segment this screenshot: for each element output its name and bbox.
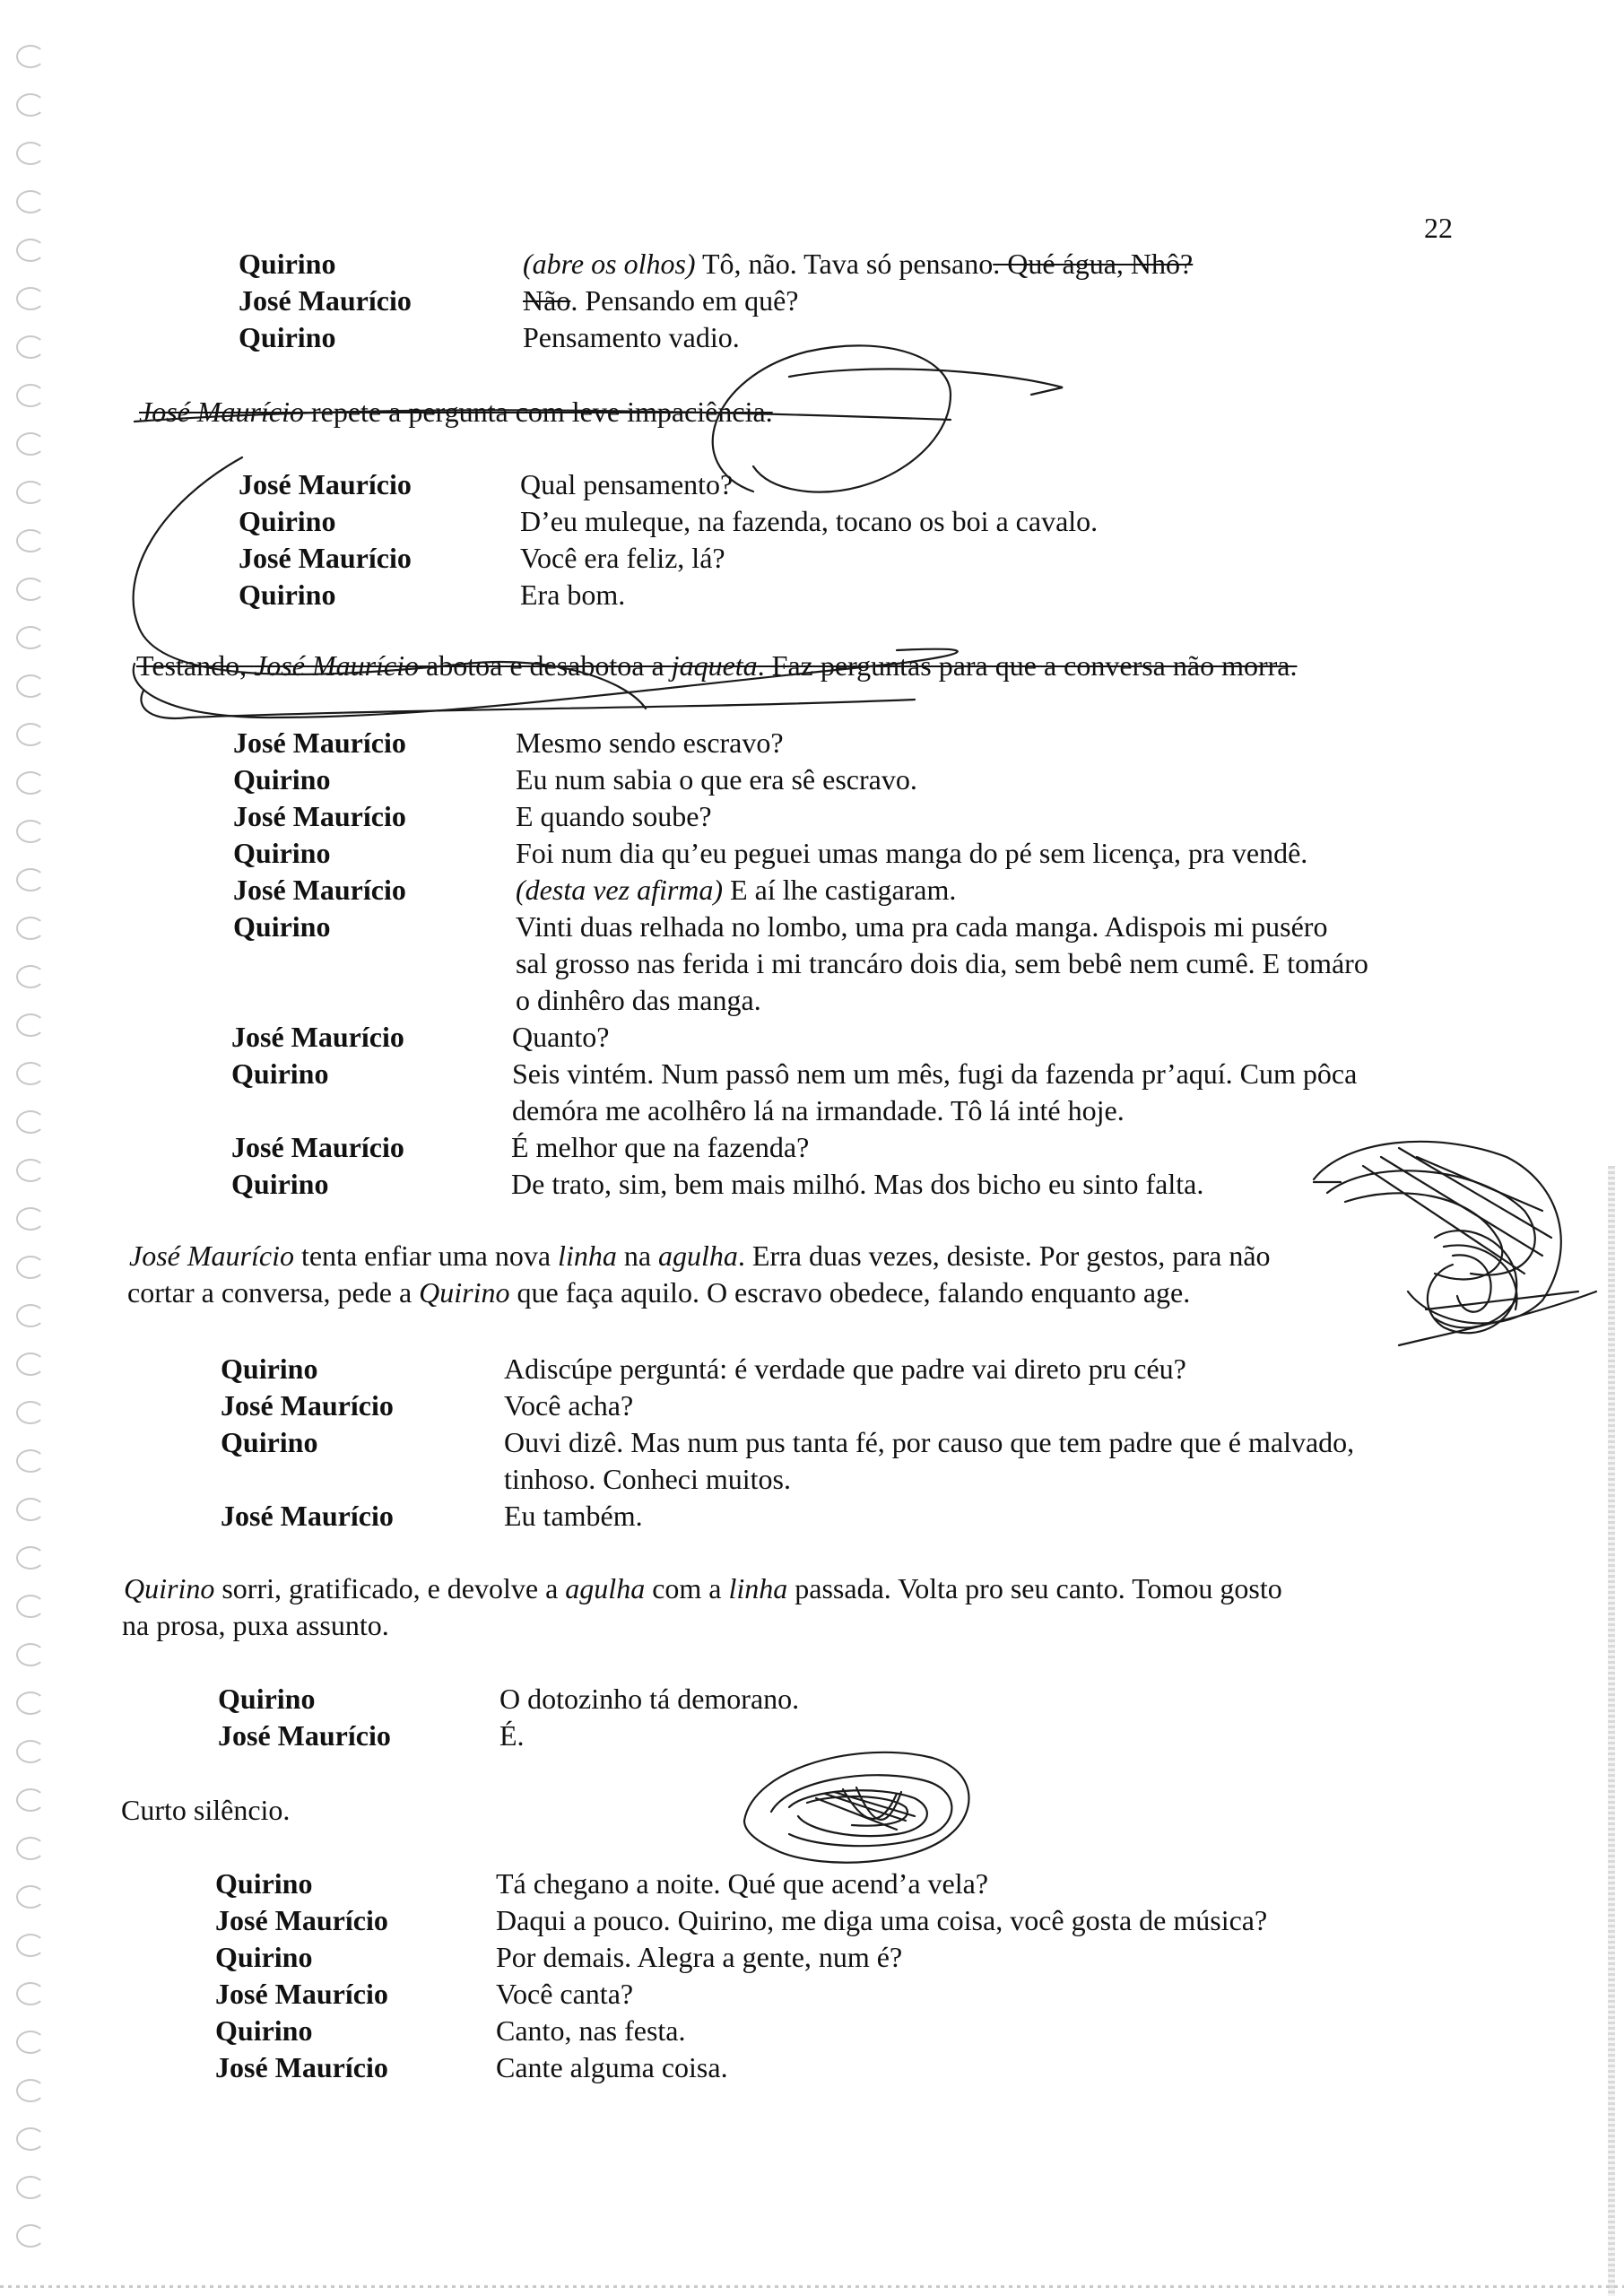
speaker-quirino: Quirino xyxy=(218,1683,316,1715)
speaker-quirino: Quirino xyxy=(233,910,331,943)
speaker-jose-mauricio: José Maurício xyxy=(239,542,412,574)
text-run: que faça aquilo. O escravo obedece, falando enquanto age. xyxy=(509,1276,1191,1309)
speaker-jose-mauricio: José Maurício xyxy=(215,1904,388,1936)
text-run: Daqui a pouco. Quirino, me diga uma coisa, você gosta de música? xyxy=(496,1904,1268,1936)
text-run: linha xyxy=(558,1239,617,1272)
speaker-quirino: Quirino xyxy=(233,763,331,796)
text-run: Eu num sabia o que era sê escravo. xyxy=(516,763,917,796)
binder-hole xyxy=(16,1401,45,1424)
binder-hole xyxy=(16,1498,45,1521)
speaker-jose-mauricio: José Maurício xyxy=(215,2051,388,2083)
binder-hole xyxy=(16,481,45,504)
dialogue-line: Vinti duas relhada no lombo, uma pra cada manga. Adispois mi puséro xyxy=(516,910,1328,943)
binder-hole xyxy=(16,1304,45,1327)
dialogue-line xyxy=(496,2051,728,2084)
binder-hole xyxy=(16,2176,45,2199)
page-edge-bottom xyxy=(0,2285,1624,2288)
text-run: Tá chegano a noite. Qué que acend’a vela? xyxy=(496,1867,989,1900)
dialogue-line xyxy=(511,1131,809,1164)
text-run: José Maurício xyxy=(254,649,420,682)
scribble-cluster-1 xyxy=(1314,1142,1596,1345)
text-run: Era bom. xyxy=(520,578,626,611)
binder-hole xyxy=(16,626,45,649)
text-run: O dotozinho tá demorano. xyxy=(499,1683,800,1715)
text-run: (desta vez afirma) xyxy=(516,874,724,906)
binder-hole xyxy=(16,2031,45,2054)
text-run: Você acha? xyxy=(504,1389,634,1422)
text-run: Pensamento vadio. xyxy=(523,321,740,353)
binder-hole xyxy=(16,723,45,746)
dialogue-line xyxy=(516,800,712,833)
text-run: cortar a conversa, pede a xyxy=(127,1276,420,1309)
dialogue-line xyxy=(504,1500,643,1533)
dialogue-line xyxy=(520,578,625,612)
text-run: Curto silêncio. xyxy=(121,1794,291,1826)
binder-hole xyxy=(16,1546,45,1570)
text-run: agulha xyxy=(658,1239,738,1272)
binder-hole xyxy=(16,1595,45,1618)
binder-hole xyxy=(16,1352,45,1376)
dialogue-line: sal grosso nas ferida i mi trancáro dois dia, sem bebê nem cumê. E tomáro xyxy=(516,947,1368,979)
text-run: É melhor que na fazenda? xyxy=(511,1131,810,1163)
speaker-jose-mauricio: José Maurício xyxy=(231,1131,404,1163)
speaker-quirino: Quirino xyxy=(231,1057,329,1090)
dialogue-line xyxy=(499,1719,525,1752)
dialogue-line xyxy=(523,284,798,317)
speaker-quirino: Quirino xyxy=(239,505,336,537)
text-run: Não xyxy=(523,284,571,317)
text-run: . Pensando em quê? xyxy=(570,284,799,317)
speaker-jose-mauricio: José Maurício xyxy=(233,874,406,906)
speaker-quirino: Quirino xyxy=(239,321,336,353)
page-number: 22 xyxy=(1424,212,1453,244)
text-run: Quirino xyxy=(419,1276,510,1309)
text-run: José Maurício xyxy=(129,1239,294,1272)
dialogue-line xyxy=(516,763,917,796)
binder-hole xyxy=(16,384,45,407)
binder-hole xyxy=(16,190,45,213)
dialogue-line xyxy=(523,248,1193,281)
speaker-jose-mauricio: José Maurício xyxy=(233,800,406,832)
binder-hole xyxy=(16,142,45,165)
binder-hole xyxy=(16,529,45,552)
text-run: na xyxy=(616,1239,659,1272)
text-run: abotoa e desabotoa a xyxy=(419,649,672,682)
page-edge-right xyxy=(1608,1166,1615,2296)
text-run: . Qué água, Nhô? xyxy=(993,248,1194,280)
text-run: sorri, gratificado, e devolve a xyxy=(214,1572,566,1605)
dialogue-line xyxy=(520,468,733,501)
text-run: E aí lhe castigaram. xyxy=(723,874,957,906)
text-run: tenta enfiar uma nova xyxy=(293,1239,559,1272)
text-run: passada. Volta pro seu canto. Tomou gosto xyxy=(787,1572,1282,1605)
binder-hole xyxy=(16,578,45,601)
binder-hole xyxy=(16,1643,45,1666)
text-run: José Maurício xyxy=(139,396,304,428)
stage-direction xyxy=(124,1572,1282,1605)
arrow-stroke-1 xyxy=(789,369,1063,395)
text-run: Quirino xyxy=(124,1572,215,1605)
binder-hole xyxy=(16,287,45,310)
speaker-jose-mauricio: José Maurício xyxy=(231,1021,404,1053)
dialogue-line xyxy=(520,505,1098,538)
text-run: Testando, xyxy=(136,649,255,682)
binder-hole xyxy=(16,2079,45,2102)
dialogue-line xyxy=(512,1021,609,1054)
dialogue-line: tinhoso. Conheci muitos. xyxy=(504,1463,791,1495)
text-run: É. xyxy=(499,1719,525,1752)
dialogue-line: Seis vintém. Num passô nem um mês, fugi da fazenda pr’aquí. Cum pôca xyxy=(512,1057,1358,1090)
speaker-quirino: Quirino xyxy=(215,1941,313,1973)
speaker-jose-mauricio: José Maurício xyxy=(233,726,406,759)
binder-hole xyxy=(16,1788,45,1812)
binder-hole xyxy=(16,1982,45,2005)
speaker-quirino: Quirino xyxy=(231,1168,329,1200)
text-run: com a xyxy=(645,1572,729,1605)
dialogue-line xyxy=(496,1904,1267,1937)
dialogue-line: demóra me acolhêro lá na irmandade. Tô lá inté hoje. xyxy=(512,1094,1125,1126)
dialogue-line xyxy=(496,1941,902,1974)
stage-direction xyxy=(127,1276,1190,1309)
binder-hole xyxy=(16,820,45,843)
text-run: Quanto? xyxy=(512,1021,610,1053)
dialogue-line xyxy=(496,2014,686,2048)
text-run: linha xyxy=(728,1572,788,1605)
binder-hole xyxy=(16,239,45,262)
binder-hole xyxy=(16,771,45,795)
binder-hole xyxy=(16,1207,45,1231)
scribble-loop-3 xyxy=(141,691,915,718)
text-run: Cante alguma coisa. xyxy=(496,2051,728,2083)
binder-hole xyxy=(16,1062,45,1085)
text-run: Canto, nas festa. xyxy=(496,2014,686,2047)
text-run: Tô, não. Tava só pensano xyxy=(695,248,994,280)
text-run: E quando soube? xyxy=(516,800,712,832)
speaker-quirino: Quirino xyxy=(215,1867,313,1900)
binder-hole xyxy=(16,2224,45,2248)
binder-hole xyxy=(16,93,45,117)
stage-direction xyxy=(129,1239,1271,1273)
binder-hole xyxy=(16,1837,45,1860)
text-run: Mesmo sendo escravo? xyxy=(516,726,784,759)
text-run: jaqueta xyxy=(671,649,758,682)
speaker-jose-mauricio: José Maurício xyxy=(239,468,412,500)
text-run: Eu também. xyxy=(504,1500,643,1532)
dialogue-line xyxy=(511,1168,1203,1201)
dialogue-line xyxy=(523,321,740,354)
speaker-jose-mauricio: José Maurício xyxy=(239,284,412,317)
dialogue-line xyxy=(496,1978,633,2011)
speaker-quirino: Quirino xyxy=(215,2014,313,2047)
stage-direction xyxy=(122,1609,389,1642)
binder-hole xyxy=(16,1013,45,1037)
binder-hole xyxy=(16,1692,45,1715)
speaker-quirino: Quirino xyxy=(221,1352,318,1385)
text-run: Qual pensamento? xyxy=(520,468,734,500)
binder-hole xyxy=(16,1159,45,1182)
scribble-cluster-2 xyxy=(744,1752,968,1863)
stage-direction xyxy=(121,1794,290,1827)
binder-hole xyxy=(16,1110,45,1134)
binder-hole xyxy=(16,2127,45,2151)
binder-hole xyxy=(16,1740,45,1763)
text-run: Por demais. Alegra a gente, num é? xyxy=(496,1941,903,1973)
dialogue-line xyxy=(516,874,956,907)
dialogue-line xyxy=(496,1867,988,1900)
stage-direction xyxy=(139,396,773,429)
speaker-jose-mauricio: José Maurício xyxy=(221,1500,394,1532)
text-run: . Faz perguntas para que a conversa não morra. xyxy=(757,649,1298,682)
dialogue-line: Ouvi dizê. Mas num pus tanta fé, por causo que tem padre que é malvado, xyxy=(504,1426,1355,1458)
binder-hole xyxy=(16,1449,45,1473)
text-run: (abre os olhos) xyxy=(523,248,696,280)
text-run: repete a pergunta com leve impaciência. xyxy=(303,396,773,428)
binder-hole xyxy=(16,335,45,359)
dialogue-line xyxy=(499,1683,799,1716)
speaker-jose-mauricio: José Maurício xyxy=(218,1719,391,1752)
dialogue-line xyxy=(504,1352,1186,1386)
binder-hole xyxy=(16,674,45,698)
dialogue-line xyxy=(520,542,725,575)
dialogue-line: o dinhêro das manga. xyxy=(516,984,761,1016)
text-run: agulha xyxy=(565,1572,646,1605)
binder-hole xyxy=(16,1256,45,1279)
text-run: na prosa, puxa assunto. xyxy=(122,1609,389,1641)
binder-hole xyxy=(16,1934,45,1957)
text-run: Foi num dia qu’eu peguei umas manga do pé sem licença, pra vendê. xyxy=(516,837,1308,869)
speaker-quirino: Quirino xyxy=(221,1426,318,1458)
binder-hole xyxy=(16,45,45,68)
binder-hole xyxy=(16,1885,45,1909)
stage-direction xyxy=(136,649,1297,683)
speaker-jose-mauricio: José Maurício xyxy=(215,1978,388,2010)
speaker-jose-mauricio: José Maurício xyxy=(221,1389,394,1422)
speaker-quirino: Quirino xyxy=(239,248,336,280)
text-run: Você canta? xyxy=(496,1978,634,2010)
binder-hole xyxy=(16,868,45,891)
dialogue-line xyxy=(504,1389,633,1422)
text-run: Você era feliz, lá? xyxy=(520,542,725,574)
binder-hole xyxy=(16,917,45,940)
text-run: . Erra duas vezes, desiste. Por gestos, para não xyxy=(737,1239,1271,1272)
text-run: D’eu muleque, na fazenda, tocano os boi a cavalo. xyxy=(520,505,1099,537)
binder-hole xyxy=(16,965,45,988)
text-run: Adiscúpe perguntá: é verdade que padre vai direto pru céu? xyxy=(504,1352,1186,1385)
speaker-quirino: Quirino xyxy=(233,837,331,869)
dialogue-line xyxy=(516,726,784,760)
text-run: De trato, sim, bem mais milhó. Mas dos bicho eu sinto falta. xyxy=(511,1168,1204,1200)
dialogue-line xyxy=(516,837,1307,870)
binder-hole xyxy=(16,432,45,456)
speaker-quirino: Quirino xyxy=(239,578,336,611)
